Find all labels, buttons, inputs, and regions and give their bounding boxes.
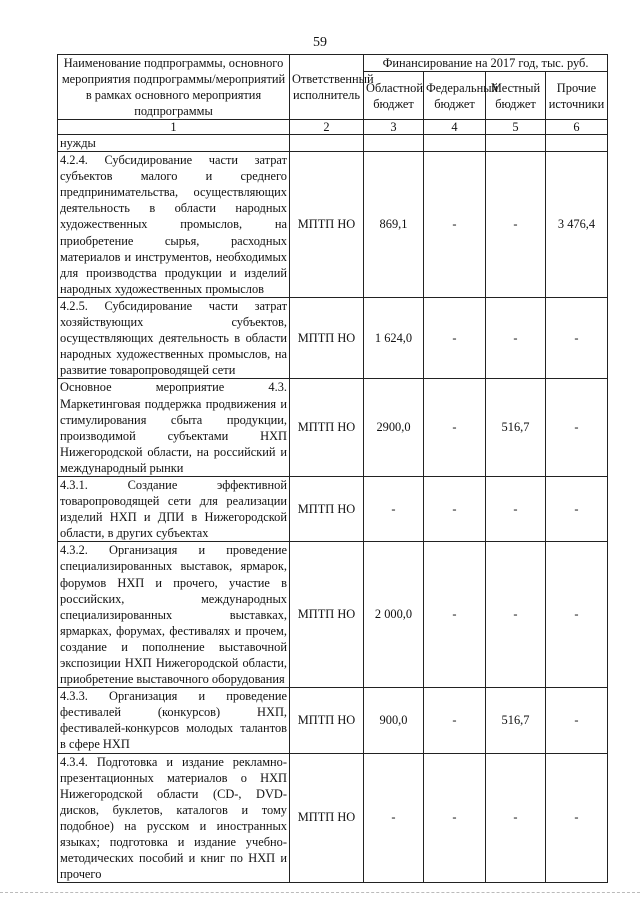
row-other: - — [546, 688, 608, 753]
row-federal: - — [424, 753, 486, 883]
row-responsible: МПТП НО — [290, 753, 364, 883]
row-federal: - — [424, 476, 486, 541]
row-local: - — [486, 152, 546, 298]
row-local: 516,7 — [486, 688, 546, 753]
row-name: 4.3.2. Организация и проведение специализированных выставок, ярмарок, форумов НХП и прочего, участие в российских, международных специализированных выставках, ярмарках, форумах, фестивалях и прочем, создание и пополнение выставочной экспозиции НХП Нижегородской области, приобретение выставочного оборудования — [58, 542, 290, 688]
table-row — [58, 152, 608, 298]
row-regional: 900,0 — [364, 688, 424, 753]
row-responsible: МПТП НО — [290, 476, 364, 541]
row-local: - — [486, 542, 546, 688]
row-responsible: МПТП НО — [290, 688, 364, 753]
row-other: - — [546, 476, 608, 541]
row-federal: - — [424, 379, 486, 477]
row-regional: 2 000,0 — [364, 542, 424, 688]
row-local — [486, 135, 546, 152]
column-number: 4 — [424, 120, 486, 135]
row-responsible: МПТП НО — [290, 379, 364, 477]
header-other-sources: Прочие источники — [546, 72, 608, 120]
row-local: 516,7 — [486, 379, 546, 477]
page-number: 59 — [313, 35, 327, 50]
row-other: 3 476,4 — [546, 152, 608, 298]
table-row — [58, 379, 608, 477]
row-regional: 2900,0 — [364, 379, 424, 477]
row-regional: - — [364, 753, 424, 883]
row-name: 4.3.4. Подготовка и издание рекламно-презентационных материалов о НХП Нижегородской области (CD-, DVD-дисков, буклетов, каталогов и тому подобное) на русском и иностранных языках; подготовка и издание учебно-методических пособий и книг по НХП и прочего — [58, 753, 290, 883]
row-local: - — [486, 753, 546, 883]
row-regional: - — [364, 476, 424, 541]
row-other: - — [546, 542, 608, 688]
header-federal-budget: Федеральный бюджет — [424, 72, 486, 120]
row-name: нужды — [58, 135, 290, 152]
row-responsible: МПТП НО — [290, 152, 364, 298]
column-number: 5 — [486, 120, 546, 135]
row-responsible — [290, 135, 364, 152]
row-regional: 1 624,0 — [364, 297, 424, 378]
header-local-budget: Местный бюджет — [486, 72, 546, 120]
row-name: 4.3.1. Создание эффективной товаропроводящей сети для реализации изделий НХП и ДПИ в Нижегородской области, в других субъектах — [58, 476, 290, 541]
table-row — [58, 688, 608, 753]
column-number: 3 — [364, 120, 424, 135]
table-row — [58, 135, 608, 152]
row-other: - — [546, 379, 608, 477]
page-bottom-divider — [0, 892, 640, 894]
row-name: 4.2.5. Субсидирование части затрат хозяйствующих субъектов, осуществляющих деятельность в области народных художественных промыслов, на развитие товаропроводящей сети — [58, 297, 290, 378]
row-federal: - — [424, 152, 486, 298]
row-name: Основное мероприятие 4.3. Маркетинговая поддержка продвижения и стимулирования сбыта продукции, производимой субъектами НХП Нижегородской области, на российский и международный рынки — [58, 379, 290, 477]
table-row — [58, 476, 608, 541]
table-row — [58, 542, 608, 688]
financing-table — [57, 54, 608, 883]
column-number: 6 — [546, 120, 608, 135]
row-other — [546, 135, 608, 152]
row-federal: - — [424, 297, 486, 378]
row-federal: - — [424, 688, 486, 753]
row-responsible: МПТП НО — [290, 297, 364, 378]
row-federal — [424, 135, 486, 152]
table-row — [58, 297, 608, 378]
row-regional — [364, 135, 424, 152]
row-local: - — [486, 297, 546, 378]
header-name: Наименование подпрограммы, основного мероприятия подпрограммы/мероприятий в рамках основного мероприятия подпрограммы — [58, 55, 290, 120]
column-number: 1 — [58, 120, 290, 135]
row-other: - — [546, 297, 608, 378]
row-name: 4.3.3. Организация и проведение фестивалей (конкурсов) НХП, фестивалей-конкурсов молодых талантов в сфере НХП — [58, 688, 290, 753]
header-financing: Финансирование на 2017 год, тыс. руб. — [364, 55, 608, 72]
column-number: 2 — [290, 120, 364, 135]
table-row — [58, 753, 608, 883]
row-federal: - — [424, 542, 486, 688]
row-regional: 869,1 — [364, 152, 424, 298]
row-local: - — [486, 476, 546, 541]
row-responsible: МПТП НО — [290, 542, 364, 688]
row-name: 4.2.4. Субсидирование части затрат субъектов малого и среднего предпринимательства, осуществляющих деятельность в области народных художественных промыслов, на приобретение сырья, расходных материалов и инструментов, необходимых для производства продукции и изделий народных художественных промыслов — [58, 152, 290, 298]
header-responsible: Ответственный исполнитель — [290, 55, 364, 120]
row-other: - — [546, 753, 608, 883]
header-regional-budget: Областной бюджет — [364, 72, 424, 120]
